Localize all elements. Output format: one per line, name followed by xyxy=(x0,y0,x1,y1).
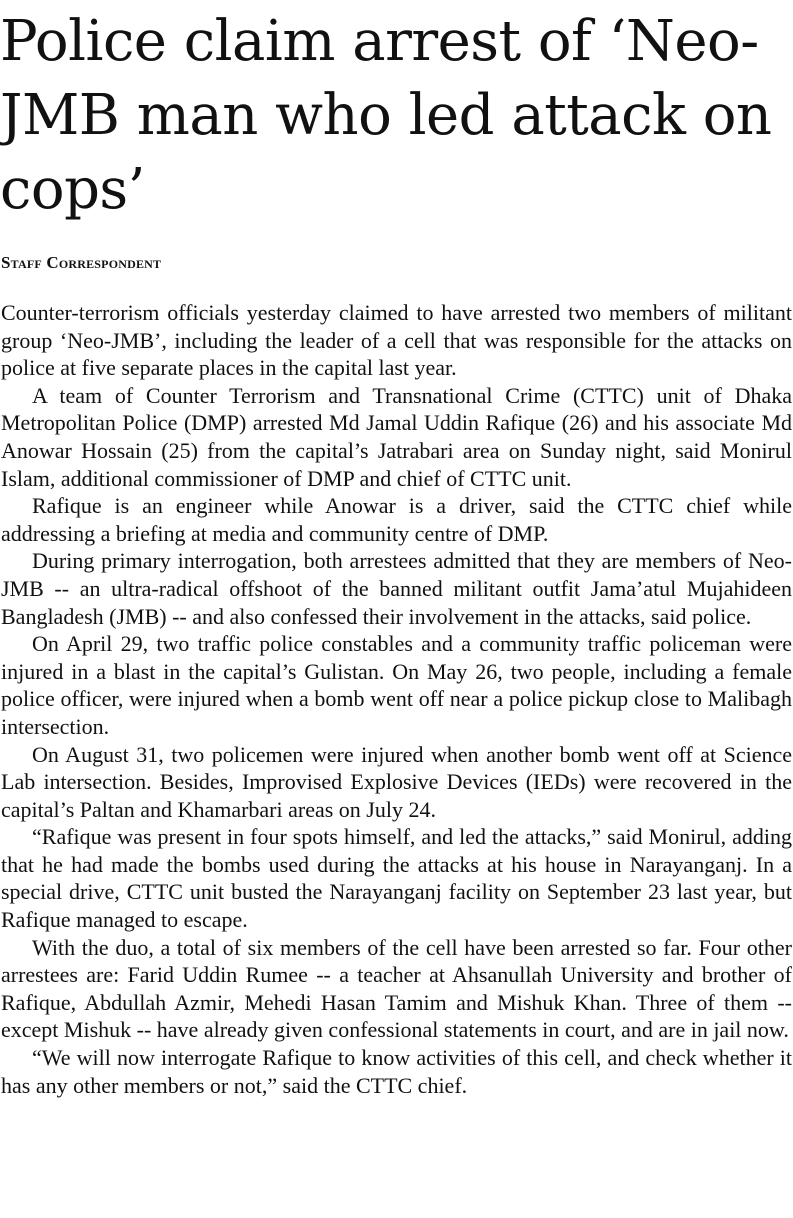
article-byline: Staff Correspondent xyxy=(1,253,162,272)
article-paragraph: With the duo, a total of six members of the cell have been arrested so far. Four other arrestees are: Farid Uddin Rumee -- a teacher at Ahsanullah University and brother of Rafique, Abdullah Azmir, Mehedi Hasan Tamim and Mishuk Khan. Three of them -- except Mishuk -- have already given confessional statements in court, and are in jail now. xyxy=(1,934,792,1043)
article-headline: Police claim arrest of ‘Neo-JMB man who led attack on cops’ xyxy=(0,9,772,222)
article-paragraph: On August 31, two policemen were injured when another bomb went off at Science Lab intersection. Besides, Improvised Explosive Devices (IEDs) were recovered in the capital’s Paltan and Khamarbari areas on July 24. xyxy=(1,741,792,822)
article-paragraph: On April 29, two traffic police constables and a community traffic policeman were injured in a blast in the capital’s Gulistan. On May 26, two people, including a female police officer, were injured when a bomb went off near a police pickup close to Malibagh intersection. xyxy=(1,631,792,739)
article-paragraph: “We will now interrogate Rafique to know activities of this cell, and check whether it has any other members or not,” said the CTTC chief. xyxy=(1,1045,792,1098)
article-body xyxy=(1,299,792,1099)
article-paragraph: A team of Counter Terrorism and Transnational Crime (CTTC) unit of Dhaka Metropolitan Police (DMP) arrested Md Jamal Uddin Rafique (26) and his associate Md Anowar Hossain (25) from the capital’s Jatrabari area on Sunday night, said Monirul Islam, additional commissioner of DMP and chief of CTTC unit. xyxy=(1,382,792,491)
article-paragraph: Rafique is an engineer while Anowar is a driver, said the CTTC chief while addressing a briefing at media and community centre of DMP. xyxy=(1,493,792,546)
article-paragraph: “Rafique was present in four spots himself, and led the attacks,” said Monirul, adding that he had made the bombs used during the attacks at his house in Narayanganj. In a special drive, CTTC unit busted the Narayanganj facility on September 23 last year, but Rafique managed to escape. xyxy=(1,824,792,933)
article-paragraph: Counter-terrorism officials yesterday claimed to have arrested two members of militant group ‘Neo-JMB’, including the leader of a cell that was responsible for the attacks on police at five separate places in the capital last year. xyxy=(1,300,792,381)
article-paragraph: During primary interrogation, both arrestees admitted that they are members of Neo-JMB -- an ultra-radical offshoot of the banned militant outfit Jama’atul Mujahideen Bangladesh (JMB) -- and also confessed their involvement in the attacks, said police. xyxy=(1,548,792,629)
